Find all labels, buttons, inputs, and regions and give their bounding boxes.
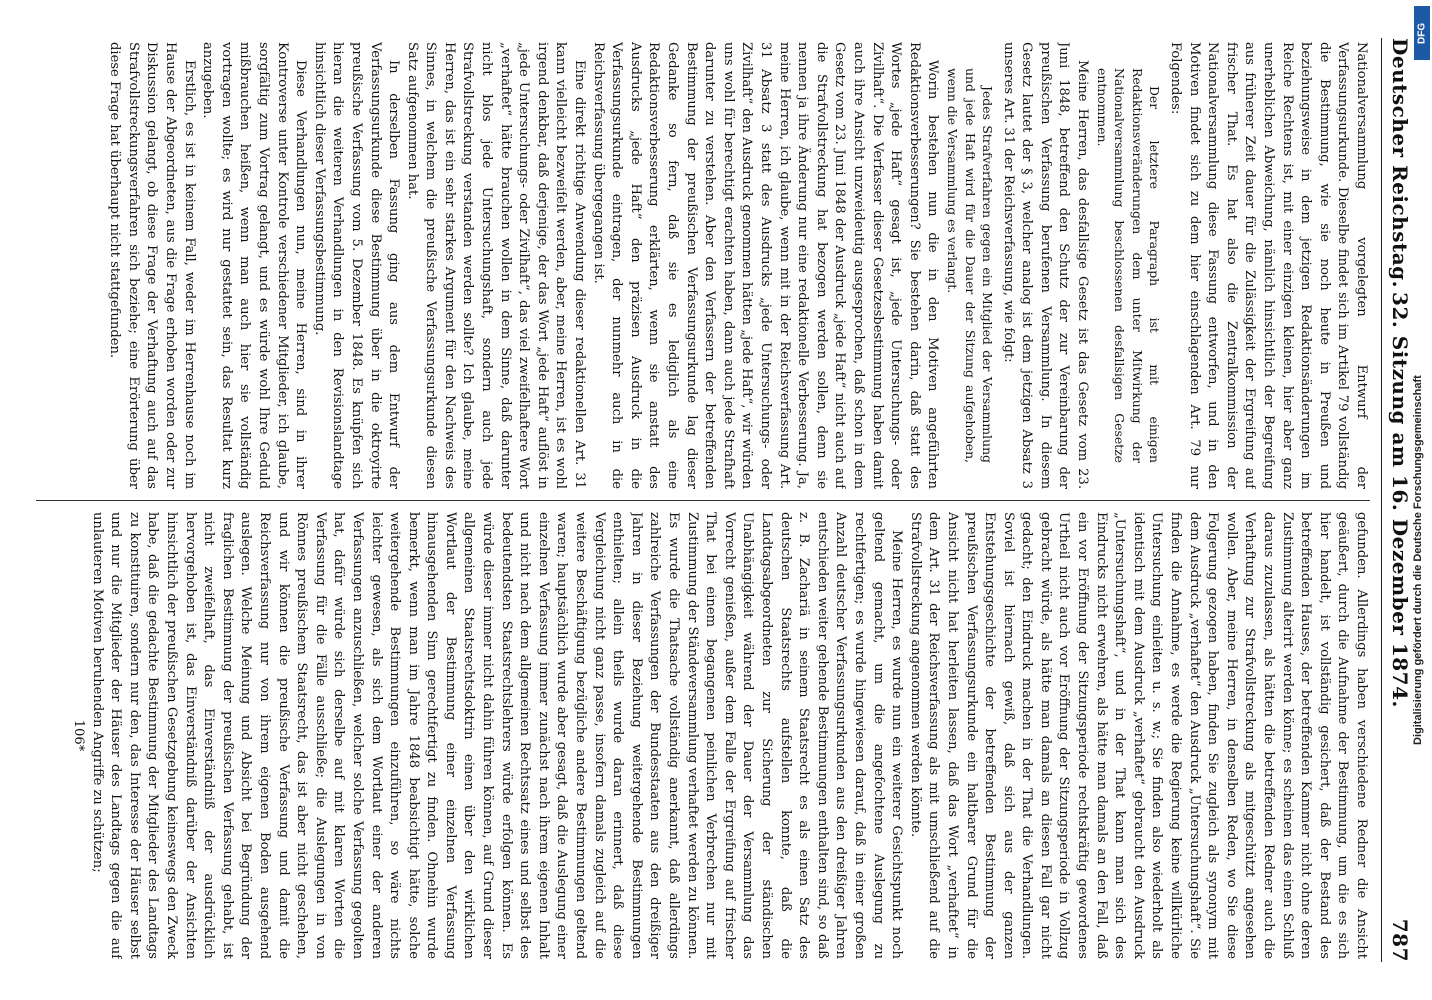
paragraph: Eine direkt richtige Anwendung dieser redaktionellen Art. 31 kann vielleicht bezweifelt werden, aber, meine Herren, ist es wohl irgend denkbar, daß derjenige, der das Wort „jede Haft“ auflöst in „jede Untersuchungs- oder Zivilhaft“, das viel zweifelhaftere Wort „verhaftet“ hätte brauchen wollen in dem Sinne, daß darunter nicht blos jede Untersuchungshaft, sondern auch jede Strafvollstreckung verstanden werden sollte? Ich glaube, meine Herren, das ist ein sehr starkes Argument für den Nachweis des Sinnes, in welchem die preußische Verfassungsurkunde diesen Satz aufgenommen hat. [404,42,588,489]
paragraph: Der letztere Paragraph ist mit einigen Redaktionsveränderungen dem unter Mitwirkung der Nationalversammlung beschlossenen desfallsigen Gesetze entnommen. [1094,68,1163,463]
paragraph: Diese Verhandlungen nun, meine Herren, sind in ihrer Kontroverse unter Kontrole verschiedener Mitglieder, ich glaube, sorgfältig zum Vortrag gelangt, und es würde wohl Ihre Geduld mißbrauchen heißen, wenn man auch hier sie vollständig vortragen wollte; es wird nur gestattet sein, das Resultat kurz anzugeben. [200,42,309,489]
header-publication: Deutscher Reichstag. [1388,38,1412,289]
page-header [1381,38,1414,962]
paragraph: Worin bestehen nun die in den Motiven angeführten Redaktionsverbesserungen? Sie bestehen darin, daß statt des Wortes „jede Haft“ gesagt ist, „jede Untersuchungs- oder Zivilhaft“. Die Verfasser dieser Gesetzesbestimmung haben damit auch ihre Ansicht unzweideutig ausgesprochen, daß schon in dem Gesetz vom 23. Juni 1848 der Ausdruck „jede Haft“ nicht auch auf die Strafvollstreckung hat bezogen werden sollen, denn sie nennen ja ihre Änderung nur eine redaktionelle Verbesserung. Ja, meine Herren, ich glaube, wenn mit in der Reichsverfassung Art. 31 Absatz 3 statt des Ausdrucks „jede Untersuchungs- oder Zivilhaft“ den Ausdruck genommen hätten „jede Haft“, wir würden uns wohl für berechtigt erachten haben, dann auch jede Strafhaft darunter zu verstehen. Aber den Verfassern der betreffenden Bestimmung der preußischen Verfassungsurkunde lag dieser Gedanke so fern, daß sie es lediglich als eine Redaktionsverbesserung erklärten, wenn sie anstatt des Ausdrucks „jede Haft“ den präzisen Ausdruck in die Verfassungsurkunde eintragen, der nunmehr auch in die Reichsverfassung übergegangen ist. [590,42,941,489]
paragraph: Meine Herren, es wurde nun ein weiterer Gesichtspunkt noch geltend gemacht, um die angefochtene Auslegung zu rechtfertigen; es wurde hingewiesen darauf, daß in einer großen Anzahl deutscher Verfassungsurkunden aus den dreißiger Jahren entschieden weiter gehende Bestimmungen enthalten sind, so daß z. B. Zachariä in seinem Staatsrecht es als einen Satz des deutschen Staatsrechts aufstellen konnte, daß die Landtagsabgeordneten zur Sicherung der ständischen Unabhängigkeit während der Dauer der Versammlung das Vorrecht genießen, außer dem Falle der Ergreifung auf frischer That bei einem begangenen peinlichen Verbrechen nur mit Zustimmung der Ständeversammlung verhaftet werden zu können. Es wurde die Thatsache vollständig anerkannt, daß allerdings zahlreiche Verfassungen der Bundesstaaten aus den dreißiger Jahren in dieser Beziehung weitergehende Bestimmungen enthielten; allein theils wurde daran erinnert, daß diese Vergleichung nicht ganz passe, insofern damals zugleich auf die weitere Beschäftigung bezügliche andere Bestimmungen geltend waren; hauptsächlich wurde aber gesagt, daß die Auslegung einer einzelnen Verfassung immer zunächst nach ihrem eigenen Inhalt und nicht nach dem allgemeinen Rechtssatz eines und selbst des bedeutendsten Staatsrechtslehrers würde erfolgen können. Es würde dieser immer nicht dahin führen können, auf Grund dieser allgemeinen Staatsrechtsdoktrin einen über den wirklichen Wortlaut der Bestimmung einer einzelnen Verfassung hinausgehenden Sinn gerechtfertigt zu finden. Ohnehin wurde bemerkt, wenn man im Jahre 1848 beabsichtigt hätte, solche weitergehende Bestimmungen einzuführen, so wäre nichts leichter gewesen, als sich dem Wortlaut einer der anderen Verfassungen anzuschließen, welcher solche Verfassung gegolten hat, dafür würde sich derselbe auf mit klaren Worten die Verfassung für die Fälle ausschließe; die Auslegungen in von Rönnes preußischem Staatsrecht, das ist aber nicht geschehen, und wir können die preußische Verfassung und damit die Reichsverfassung nur von ihrem eigenen Boden ausgehend auslegen. Welche Meinung und Absicht bei Begründung der fraglichen Bestimmung der preußischen Verfassung gehabt, ist nicht zweifelhaft, das Einverständniß der ausdrücklich hervorgehoben ist, das Einverständniß darüber der Ansichten hinsichtlich der preußischen Gesetzgebung keineswegs den Zweck habe, daß die gedachte Bestimmung der Mitglieder des Landtags zu konstituiren, sondern nur den, das Interesse der Häuser selbst und nur die Mitglieder der Häuser des Landtags gegen die auf unlauteren Motiven beruhenden Angriffe zu schützen; [89,512,905,959]
right-text-column [36,512,1370,959]
digitization-credit [1412,0,1432,1000]
paragraph: Erstlich, es ist in keinem Fall, weder im Herrenhause noch im Hause der Abgeordneten, aus die Frage erhoben worden oder zur Diskussion gelangt, ob diese Frage der Verhaftung auch auf das Strafvollstreckungsverfahren sich beziehe; eine Erörterung über diese Frage hat überhaupt nicht stattgefunden. [107,42,197,489]
paragraph: Meine Herren, das desfallsige Gesetz ist das Gesetz vom 23. Juni 1848, betreffend den Schutz der zur Vereinbarung der preußischen Verfassung berufenen Versammlung. In diesem Gesetz lautet der § 3, welcher analog ist dem jetzigen Absatz 3 unseres Art. 31 der Reichsverfassung, wie folgt: [1000,42,1091,489]
paragraph: Jedes Strafverfahren gegen ein Mitglied der Versammlung und jede Haft wird für die Dauer der Sitzung aufgehoben, wenn die Versammlung es verlangt. [944,68,996,463]
header-session: 32. Sitzung am 16. Dezember 1874. [1388,292,1412,708]
paragraph: gefunden. Allerdings haben verschiedene Redner die Ansicht geäußert, durch die Aufnahme der Bestimmung, um die es sich hier handelt, ist vollständig gesichert, daß der Bestand des betreffenden Hauses, der betreffenden Kammer nicht ohne deren Zustimmung alterirt werden könne; es scheinen das einen Schluß daraus zuzulassen, als hätten die betreffenden Redner auch die Verhaftung zur Strafvollstreckung als mitgeschützt angesehen wollen. Aber, meine Herren, in denselben Reden, wo Sie diese Folgerung gezogen haben, finden Sie zugleich als synonym mit dem Ausdruck „verhaftet“ den Ausdruck „Untersuchungshaft“. Sie finden die Annahme, es werde die Regierung keine willkürliche Untersuchung einleiten u. s. w.; Sie finden also wiederholt als identisch mit dem Ausdruck „verhaftet“ gebraucht den Ausdruck „Untersuchungshaft“, und in der That kann man sich des Eindrucks nicht erwehren, als hätte man damals an den Fall, daß ein vor Eröffnung der Sitzungsperiode rechtskräftig gewordenes Urtheil nicht auch vor Eröffnung der Sitzungsperiode in Vollzug gebracht würde, als hätte man damals an diesen Fall gar nicht gedacht; den Eindruck machen in der That die Verhandlungen. Soviel ist hiernach gewiß, daß sich aus der ganzen Entstehungsgeschichte der betreffenden Bestimmung der preußischen Verfassungsurkunde ein haltbarer Grund für die Ansicht nicht hat herleiten lassen, daß das Wort „verhaftet“ in dem Art. 31 der Reichsverfassung als mit umschließend auf die Strafvollstreckung angenommen werden könnte. [907,512,1369,959]
paragraph: 106* [71,719,87,752]
credit-text: Digitalisierung gefördert durch die Deutsche Forschungsgemeinschaft [1412,375,1424,745]
header-page-number: 787 [1388,918,1412,962]
left-text-column [36,42,1370,489]
dfg-logo: DFG [1414,6,1430,60]
column-divider [36,500,1370,501]
paragraph: In derselben Fassung ging aus dem Entwurf der Verfassungsurkunde diese Bestimmung über in die oktroyirte preußische Verfassung vom 5. Dezember 1848. Es knüpfen sich hieran die weiteren Verhandlungen in den Revisionslandtage hinsichtlich dieser Verfassungsbestimmung. [311,42,402,489]
paragraph: Nationalversammlung vorgelegten Entwurf der Verfassungsurkunde. Dieselbe findet sich im Artikel 79 vollständig die Bestimmung, wie sie noch heute in Preußen und beziehungsweise in dem jetzigen Redaktionsänderungen im Reiche Rechtens ist, mit einer einzigen kleinen, hier aber ganz unerheblichen Abweichung, nämlich hinsichtlich der Begreifung aus früherer Zeit dauer für die Zulässigkeit der Ergreifung auf frischer That. Es hat also die Zentralkommission der Nationalversammlung diese Fassung entworfen, und in den Motiven findet sich zu dem hier einschlagenden Art. 79 nur Folgendes: [1168,42,1369,489]
